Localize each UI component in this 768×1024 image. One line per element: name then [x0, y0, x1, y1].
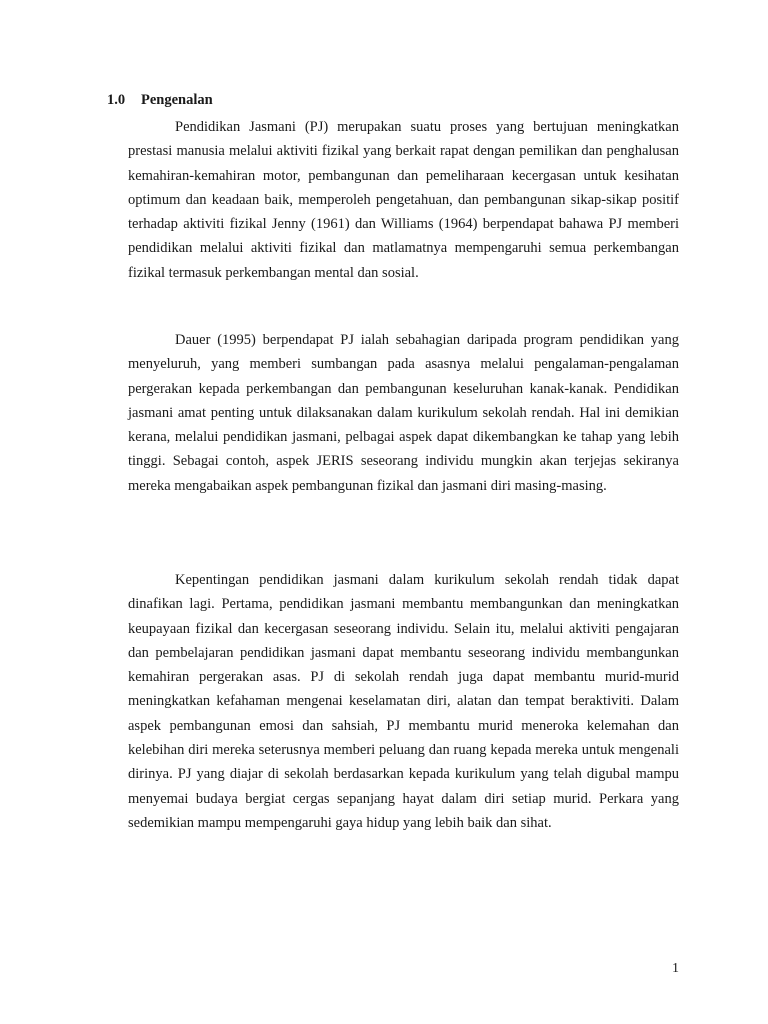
- section-heading: [107, 90, 213, 110]
- paragraph-3: Kepentingan pendidikan jasmani dalam kurikulum sekolah rendah tidak dapat dinafikan lagi. Pertama, pendidikan jasmani membantu membangunkan dan meningkatkan keupayaan fizikal dan kecergasan seseorang individu. Selain itu, melalui aktiviti pengajaran dan pembelajaran pendidikan jasmani dapat membantu seseorang individu membangunkan kemahiran pergerakan asas. PJ di sekolah rendah juga dapat membantu murid-murid meningkatkan kefahaman mengenai keselamatan diri, alatan dan tempat beraktiviti. Dalam aspek pembangunan emosi dan sahsiah, PJ membantu murid meneroka kelemahan dan kelebihan diri mereka seterusnya memberi peluang dan ruang kepada mereka untuk mengenali dirinya. PJ yang diajar di sekolah berdasarkan kepada kurikulum yang telah digubal mampu menyemai budaya bergiat cergas sepanjang hayat dalam diri setiap murid. Perkara yang sedemikian mampu mempengaruhi gaya hidup yang lebih baik dan sihat.: [128, 572, 679, 831]
- section-number: 1.0: [107, 92, 126, 108]
- section-title: Pengenalan: [141, 92, 213, 108]
- page-number: 1: [672, 961, 679, 976]
- paragraph-1: Pendidikan Jasmani (PJ) merupakan suatu proses yang bertujuan meningkatkan prestasi manusia melalui aktiviti fizikal yang berkait rapat dengan pemilikan dan penghalusan kemahiran-kemahiran motor, pembangunan dan pemeliharaan kecergasan untuk kesihatan optimum dan keadaan baik, memperoleh pengetahuan, dan pembangunan sikap-sikap positif terhadap aktiviti fizikal Jenny (1961) dan Williams (1964) berpendapat bahawa PJ memberi pendidikan melalui aktiviti fizikal dan matlamatnya mempengaruhi semua perkembangan fizikal termasuk perkembangan mental dan sosial.: [128, 119, 679, 281]
- paragraph-3-block: [128, 568, 679, 835]
- paragraph-2-block: [128, 328, 679, 498]
- paragraph-1-block: [128, 115, 679, 285]
- paragraph-2: Dauer (1995) berpendapat PJ ialah sebahagian daripada program pendidikan yang menyeluruh, yang memberi sumbangan pada asasnya melalui pengalaman-pengalaman pergerakan kepada perkembangan dan pembangunan keseluruhan kanak-kanak. Pendidikan jasmani amat penting untuk dilaksanakan dalam kurikulum sekolah rendah. Hal ini demikian kerana, melalui pendidikan jasmani, pelbagai aspek dapat dikembangkan ke tahap yang lebih tinggi. Sebagai contoh, aspek JERIS seseorang individu mungkin akan terjejas sekiranya mereka mengabaikan aspek pembangunan fizikal dan jasmani diri masing-masing.: [128, 332, 679, 494]
